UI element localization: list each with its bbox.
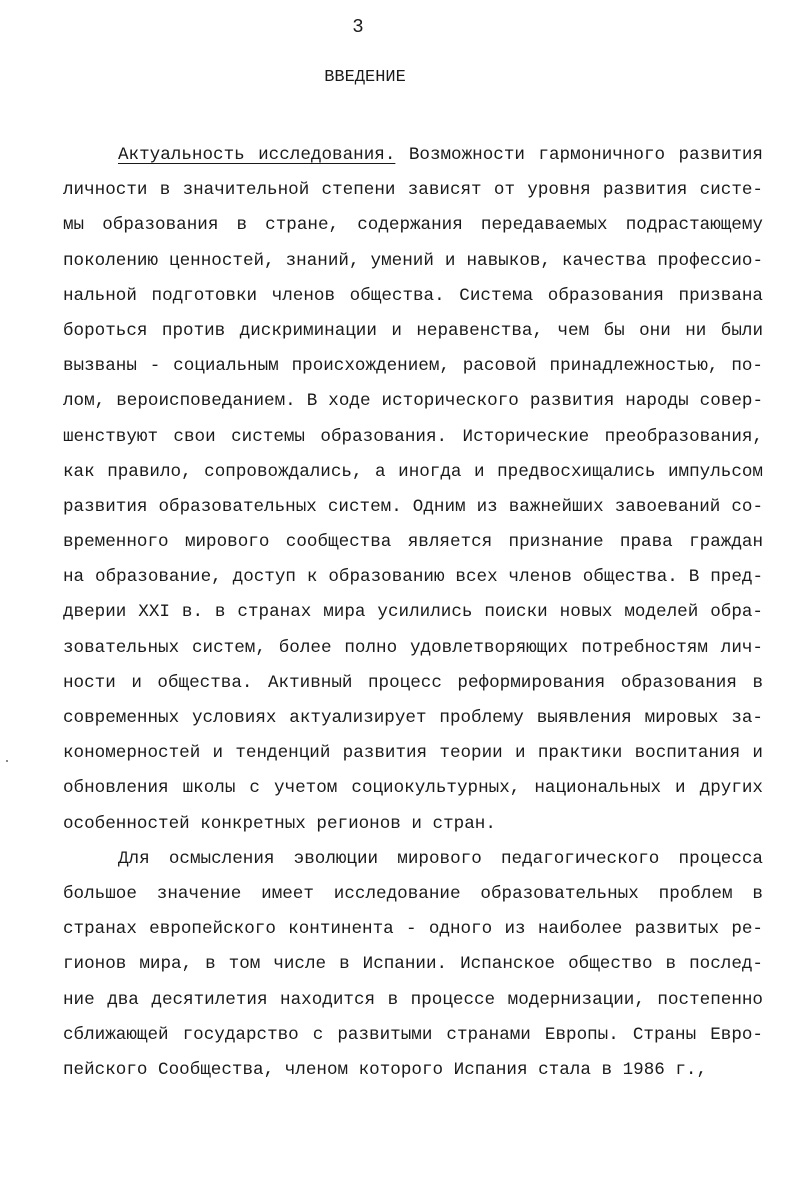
text-line: развития образовательных систем. Одним из важнейших завоеваний со-	[63, 496, 763, 517]
text-line: пейского Сообщества, членом которого Испания стала в 1986 г.,	[63, 1059, 708, 1080]
scan-speck	[6, 760, 8, 762]
paragraph-lead: Актуальность исследования.	[118, 145, 396, 165]
section-heading: ВВЕДЕНИЕ	[324, 68, 406, 87]
text-line: кономерностей и тенденций развития теории и практики воспитания и	[63, 743, 763, 764]
text-line: дверии XXI в. в странах мира усилились поиски новых моделей обра-	[63, 602, 763, 623]
text-line: как правило, сопровождались, а иногда и предвосхищались импульсом	[63, 461, 763, 482]
text-line: большое значение имеет исследование образовательных проблем в	[63, 883, 763, 904]
text-line: поколению ценностей, знаний, умений и навыков, качества профессио-	[63, 250, 763, 271]
text-line: нальной подготовки членов общества. Система образования призвана	[63, 285, 763, 306]
text-line	[63, 138, 763, 173]
text-line: ние два десятилетия находится в процессе модернизации, постепенно	[63, 989, 763, 1010]
text-line: Для осмысления эволюции мирового педагогического процесса	[118, 848, 763, 869]
text-line: лом, вероисповеданием. В ходе исторического развития народы совер-	[63, 391, 763, 412]
text-line: личности в значительной степени зависят от уровня развития систе-	[63, 180, 763, 201]
text-line: ности и общества. Активный процесс реформирования образования в	[63, 672, 763, 693]
text-line-fragment: Возможности гармоничного развития	[395, 145, 763, 165]
text-line: временного мирового сообщества является признание права граждан	[63, 532, 763, 553]
text-line: зовательных систем, более полно удовлетворяющих потребностям лич-	[63, 637, 763, 658]
page-number: 3	[352, 16, 364, 38]
text-line: странах европейского континента - одного из наиболее развитых ре-	[63, 919, 763, 940]
text-line: шенствуют свои системы образования. Исторические преобразования,	[63, 426, 763, 447]
text-line: особенностей конкретных регионов и стран.	[63, 813, 496, 834]
text-line: на образование, доступ к образованию всех членов общества. В пред-	[63, 567, 763, 588]
text-line: бороться против дискриминации и неравенства, чем бы они ни были	[63, 320, 763, 341]
text-line: сближающей государство с развитыми странами Европы. Страны Евро-	[63, 1024, 763, 1045]
body-text	[63, 138, 763, 1088]
text-line: современных условиях актуализирует проблему выявления мировых за-	[63, 708, 763, 728]
text-line: вызваны - социальным происхождением, расовой принадлежностью, по-	[63, 356, 763, 377]
text-line: гионов мира, в том числе в Испании. Испанское общество в послед-	[63, 954, 763, 975]
text-line: мы образования в стране, содержания передаваемых подрастающему	[63, 215, 763, 236]
text-line: обновления школы с учетом социокультурных, национальных и других	[63, 778, 763, 799]
